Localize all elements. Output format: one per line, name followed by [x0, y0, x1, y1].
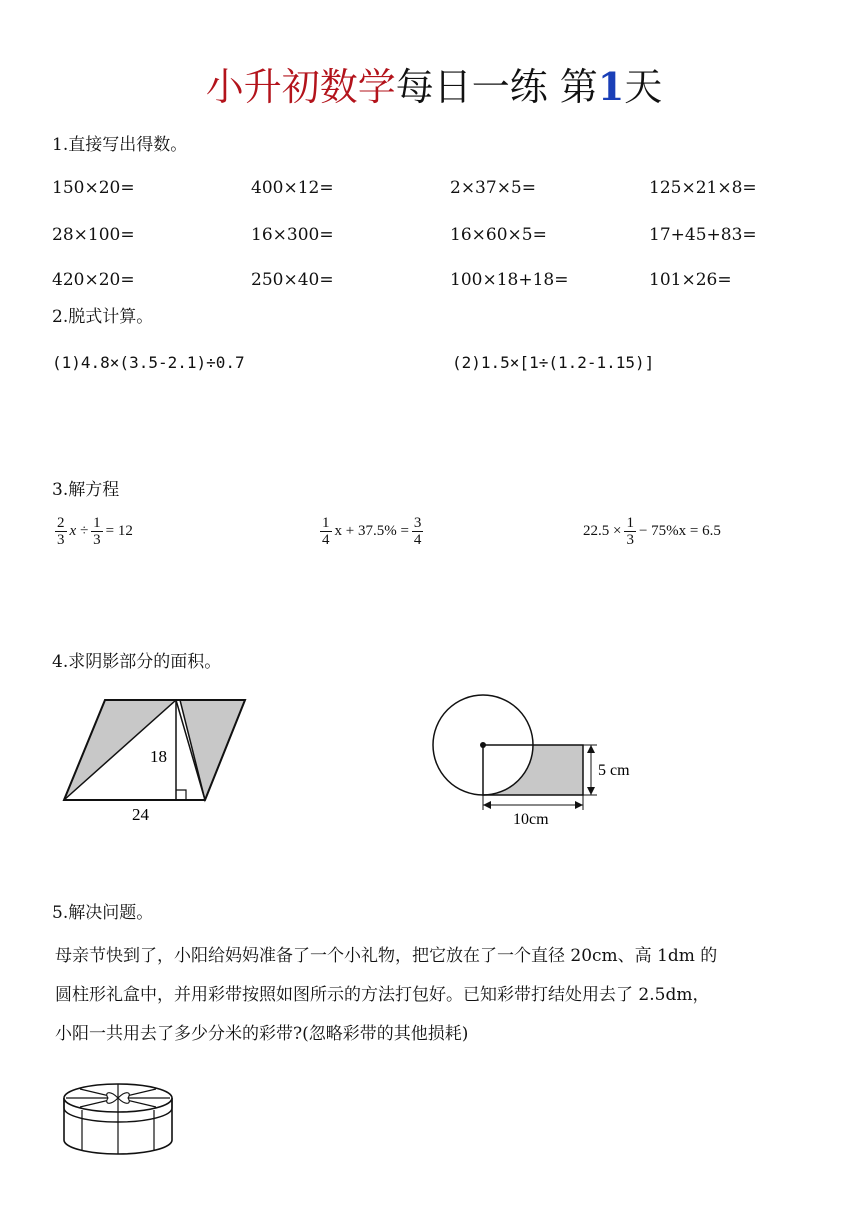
- equation-1: [52, 515, 133, 548]
- section3-heading: 3.解方程: [52, 480, 120, 500]
- calc-2: (2)1.5×[1÷(1.2-1.15)]: [452, 353, 655, 372]
- eq1-b-den: 3: [93, 532, 101, 548]
- label-24: 24: [132, 805, 149, 824]
- title-red: 小升初数学: [205, 65, 396, 109]
- eq2-b-num: 3: [413, 515, 422, 531]
- eq3-pre: 22.5 ×: [583, 523, 622, 539]
- parallelogram-figure: [50, 690, 260, 825]
- title-suffix: 天: [624, 65, 663, 109]
- title-day: 1: [597, 64, 625, 109]
- label-5cm: 5 cm: [598, 762, 630, 779]
- problem-3-1: 420×20=: [52, 270, 135, 290]
- circle-rectangle-figure: [425, 690, 645, 835]
- label-18: 18: [150, 747, 167, 766]
- equation-3: [583, 515, 721, 548]
- section4-heading: 4.求阴影部分的面积。: [52, 652, 222, 672]
- problem-2-1: 28×100=: [52, 225, 135, 245]
- right-angle-mark: [176, 790, 186, 800]
- eq3-a-den: 3: [626, 532, 634, 548]
- problem-line-1: 母亲节快到了，小阳给妈妈准备了一个小礼物，把它放在了一个直径 20cm、高 1dm 的: [55, 946, 718, 966]
- center-dot: [480, 742, 486, 748]
- section1-heading: 1.直接写出得数。: [52, 135, 188, 155]
- problem-1-3: 2×37×5=: [450, 178, 536, 198]
- calc-1: (1)4.8×(3.5-2.1)÷0.7: [52, 353, 245, 372]
- problem-2-3: 16×60×5=: [450, 225, 547, 245]
- section2-heading: 2.脱式计算。: [52, 307, 154, 327]
- eq2-a-num: 1: [322, 515, 330, 531]
- label-10cm: 10cm: [513, 811, 549, 828]
- problem-1-4: 125×21×8=: [649, 178, 757, 198]
- problem-line-2: 圆柱形礼盒中，并用彩带按照如图所示的方法打包好。已知彩带打结处用去了 2.5dm，: [55, 985, 710, 1005]
- problem-3-3: 100×18+18=: [450, 270, 569, 290]
- problem-3-2: 250×40=: [251, 270, 334, 290]
- eq1-mid: x ÷: [69, 523, 89, 539]
- section5-heading: 5.解决问题。: [52, 903, 154, 923]
- eq3-post: − 75%x = 6.5: [638, 523, 721, 539]
- equation-2: [317, 515, 426, 548]
- problem-1-2: 400×12=: [251, 178, 334, 198]
- eq2-a-den: 4: [322, 532, 330, 548]
- problem-2-4: 17+45+83=: [649, 225, 757, 245]
- eq2-mid: x + 37.5% =: [334, 523, 409, 539]
- eq2-b-den: 4: [413, 532, 422, 548]
- eq1-b-num: 1: [93, 515, 101, 531]
- eq1-rhs: = 12: [105, 523, 133, 539]
- eq1-a-num: 2: [57, 515, 65, 531]
- gift-box-image: [60, 1070, 180, 1160]
- title-black: 每日一练 第: [395, 65, 598, 109]
- page-title: [0, 62, 868, 112]
- problem-text: [55, 937, 825, 1054]
- problem-3-4: 101×26=: [649, 270, 732, 290]
- problem-line-3: 小阳一共用去了多少分米的彩带?(忽略彩带的其他损耗): [55, 1024, 469, 1044]
- problem-2-2: 16×300=: [251, 225, 334, 245]
- eq3-a-num: 1: [626, 515, 634, 531]
- problem-1-1: 150×20=: [52, 178, 135, 198]
- eq1-a-den: 3: [57, 532, 65, 548]
